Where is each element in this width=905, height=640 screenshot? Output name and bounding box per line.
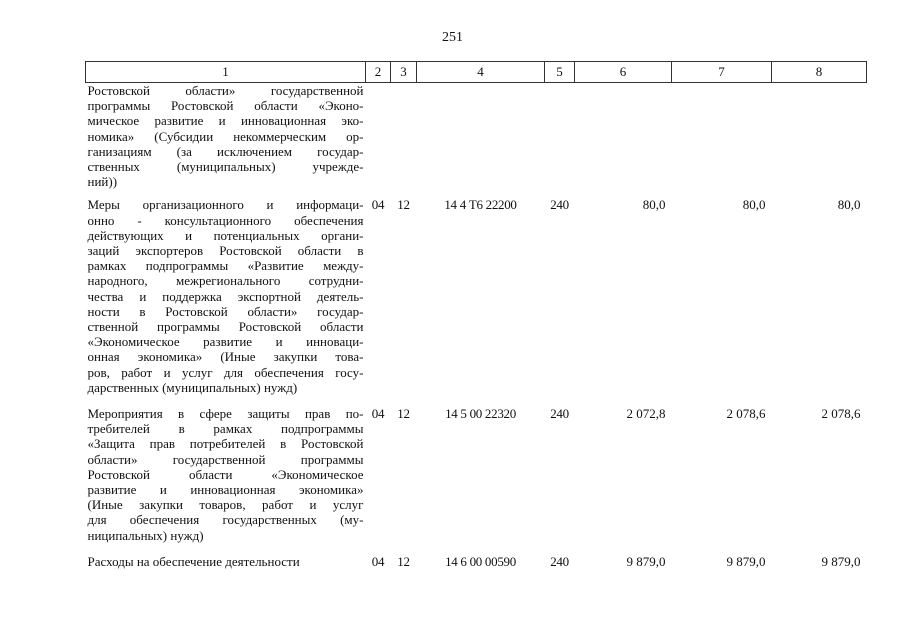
row-name-line: номика» (Субсидии некоммерческим ор- xyxy=(87,128,364,144)
amount-year3-cell: 2 078,6 xyxy=(821,406,861,422)
row-name-line: онная экономика» (Иные закупки това- xyxy=(87,349,364,365)
expense-type-cell: 240 xyxy=(550,197,569,213)
header-col-4: 4 xyxy=(417,62,545,83)
row-name-cell xyxy=(86,554,366,580)
row-name-line: ности в Ростовской области» государ- xyxy=(87,303,364,319)
section-code-cell xyxy=(366,83,391,198)
amount-year1-cell: 9 879,0 xyxy=(626,553,666,569)
target-article-cell: 14 5 00 22320 xyxy=(445,406,516,422)
amount-year2-cell xyxy=(672,83,772,198)
expense-type-cell: 240 xyxy=(550,553,569,569)
amount-year2-cell: 2 078,6 xyxy=(726,406,766,422)
row-name-line: развитие и инновационная экономика» xyxy=(87,482,364,498)
row-name-line: ганизациям (за исключением государ- xyxy=(87,143,364,159)
row-name-line: Меры организационного и информаци- xyxy=(87,197,364,213)
table-row xyxy=(86,197,867,406)
row-name-line: области» государственной программы xyxy=(87,451,364,467)
row-name-line: ний)) xyxy=(87,174,118,190)
row-name-line: программы Ростовской области «Эконо- xyxy=(87,98,364,114)
header-col-1: 1 xyxy=(86,62,366,83)
table-row xyxy=(86,554,867,580)
row-name-line: для обеспечения государственных (му- xyxy=(87,512,364,528)
section-code-cell: 04 xyxy=(371,406,385,422)
amount-year3-cell: 80,0 xyxy=(837,197,861,213)
subsection-code-cell: 12 xyxy=(397,406,410,422)
subsection-code-cell: 12 xyxy=(397,553,410,569)
row-name-cell xyxy=(86,406,366,554)
row-name-cell xyxy=(86,197,366,406)
amount-year3-cell: 9 879,0 xyxy=(821,553,861,569)
row-name-line: мическое развитие и инновационная эко- xyxy=(87,113,364,129)
subsection-code-cell: 12 xyxy=(397,197,410,213)
table-body xyxy=(86,83,867,581)
target-article-cell: 14 6 00 00590 xyxy=(445,553,516,569)
amount-year1-cell: 2 072,8 xyxy=(626,406,666,422)
header-row xyxy=(86,62,867,83)
target-article-cell: 14 4 Т6 22200 xyxy=(444,197,517,213)
header-col-5: 5 xyxy=(545,62,575,83)
page-number: 251 xyxy=(442,30,463,45)
header-col-7: 7 xyxy=(672,62,772,83)
amount-year2-cell: 80,0 xyxy=(742,197,766,213)
amount-year1-cell: 80,0 xyxy=(642,197,666,213)
row-name-line: Мероприятия в сфере защиты прав по- xyxy=(87,406,364,422)
subsection-code-cell xyxy=(391,83,417,198)
budget-table xyxy=(85,61,867,580)
row-name-line: онно - консультационного обеспечения xyxy=(87,212,364,228)
row-name-line: требителей в рамках подпрограммы xyxy=(87,421,364,437)
amount-year1-cell xyxy=(575,83,672,198)
row-name-line: Ростовской области «Экономическое xyxy=(87,466,364,482)
table-row xyxy=(86,406,867,554)
table-row xyxy=(86,83,867,198)
header-col-6: 6 xyxy=(575,62,672,83)
header-col-3: 3 xyxy=(391,62,417,83)
row-name-line: «Экономическое развитие и инноваци- xyxy=(87,334,364,350)
expense-type-cell: 240 xyxy=(550,406,569,422)
row-name-line: действующих и потенциальных органи- xyxy=(87,227,364,243)
row-name-line: ственной программы Ростовской области xyxy=(87,319,364,335)
row-name-cell xyxy=(86,83,366,198)
row-name-line: чества и поддержка экспортной деятель- xyxy=(87,288,364,304)
row-name-line: ственных (муниципальных) учрежде- xyxy=(87,159,364,175)
table-header xyxy=(86,62,867,83)
row-name-line: ров, работ и услуг для обеспечения госу- xyxy=(87,364,364,380)
row-name-line: Ростовской области» государственной xyxy=(87,83,364,98)
row-name-line: заций экспортеров Ростовской области в xyxy=(87,243,364,259)
header-col-8: 8 xyxy=(772,62,867,83)
row-name-line: ниципальных) нужд) xyxy=(87,527,204,543)
row-name-line: Расходы на обеспечение деятельности xyxy=(87,553,300,569)
target-article-cell xyxy=(417,83,545,198)
row-name-line: (Иные закупки товаров, работ и услуг xyxy=(87,497,364,513)
row-name-line: рамках подпрограммы «Развитие между- xyxy=(87,258,364,274)
header-col-2: 2 xyxy=(366,62,391,83)
amount-year2-cell: 9 879,0 xyxy=(726,553,766,569)
section-code-cell: 04 xyxy=(371,553,385,569)
amount-year3-cell xyxy=(772,83,867,198)
row-name-line: народного, межрегионального сотрудни- xyxy=(87,273,364,289)
row-name-line: «Защита прав потребителей в Ростовской xyxy=(87,436,364,452)
expense-type-cell xyxy=(545,83,575,198)
section-code-cell: 04 xyxy=(371,197,385,213)
row-name-line: дарственных (муниципальных) нужд) xyxy=(87,379,298,395)
